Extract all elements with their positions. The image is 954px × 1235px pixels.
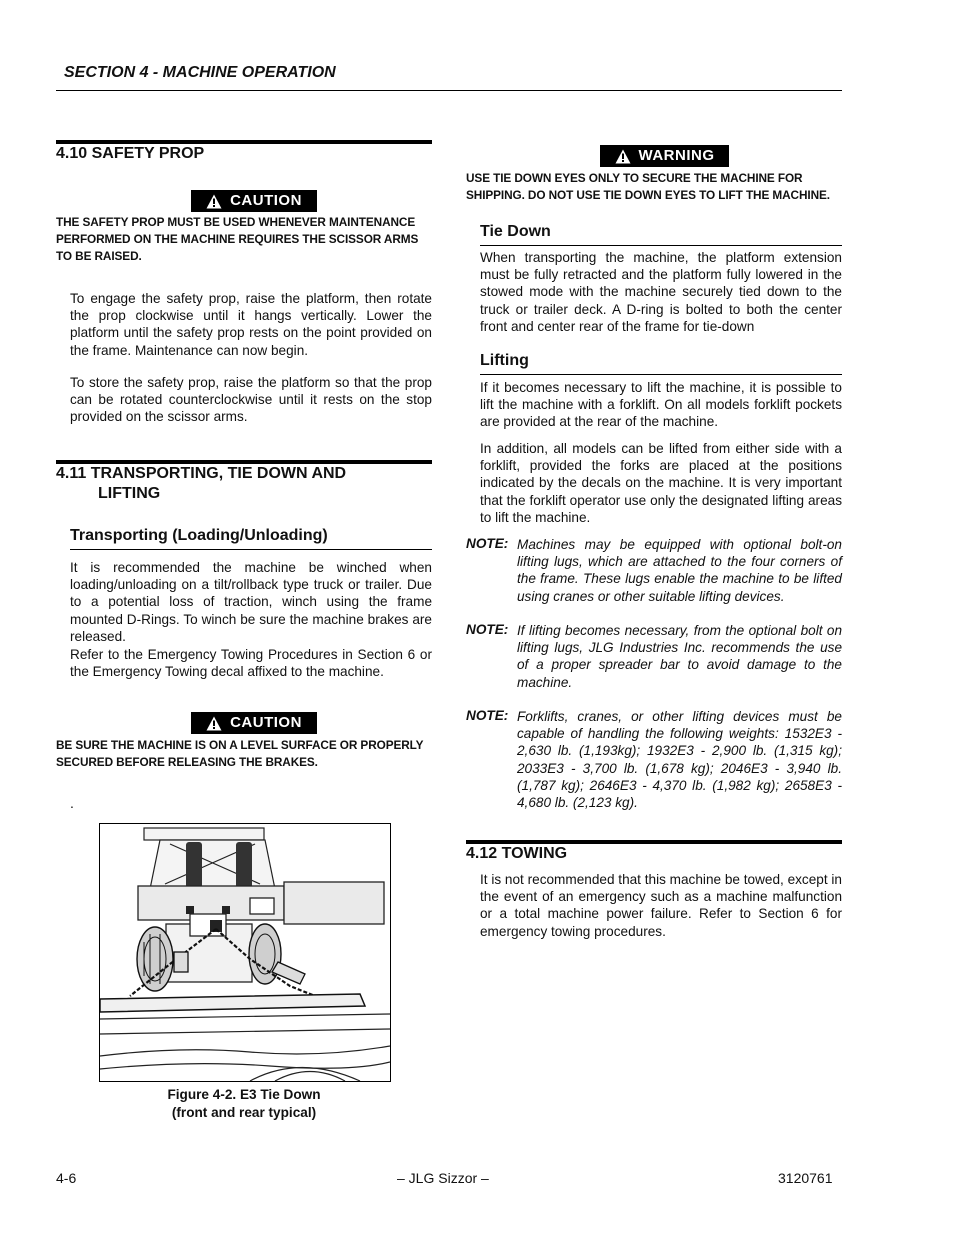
safety-prop-paragraph-1: To engage the safety prop, raise the platform, then rotate the prop clockwise until it hangs vertically. Lower the platform until the safety prop rests on the point provided on the frame. Maintenance can now begin. <box>70 291 432 358</box>
section-title-4-11-line2: LIFTING <box>98 485 161 502</box>
warning-triangle-icon <box>206 716 222 731</box>
subsection-title-tie-down: Tie Down <box>480 223 551 240</box>
stray-dot: . <box>70 795 74 811</box>
transporting-paragraph-1: It is recommended the machine be winched when loading/unloading on a tilt/rollback type truck or trailer. Due to a potential loss of traction, winch using the frame mounted D-Rings. To winch be sure the machine brakes are released. <box>70 560 432 644</box>
subsection-rule-lifting <box>480 374 842 375</box>
note-text-1: Machines may be equipped with optional bolt-on lifting lugs, which are attached to the four corners of the frame. These lugs enable the machine to be lifted using cranes or other suitable lifting devices. <box>517 537 842 604</box>
subsection-title-transporting: Transporting (Loading/Unloading) <box>70 527 328 544</box>
note-text-3: Forklifts, cranes, or other lifting devices must be capable of handling the following weights: 1532E3 - 2,630 lb. (1,193kg); 1932E3 - 2,900 lb. (1,315 kg); 2033E3 - 3,700 lb. (1,678 kg); 2046E3 - 3,940 lb. (1,787 kg); 2646E3 - 4,370 lb. (1,982 kg); 2658E3 - 4,680 lb. (2,123 kg). <box>517 709 842 811</box>
footer-center: – JLG Sizzor – <box>397 1170 489 1186</box>
document-number: 3120761 <box>778 1170 833 1186</box>
figure-caption-line2: (front and rear typical) <box>171 1104 317 1120</box>
caution-text-1: THE SAFETY PROP MUST BE USED WHENEVER MAINTENANCE PERFORMED ON THE MACHINE REQUIRES THE SCISSOR ARMS TO BE RAISED. <box>56 215 419 264</box>
section-title-4-12: 4.12 TOWING <box>466 845 568 862</box>
caution-label-2: CAUTION <box>230 714 302 731</box>
section-title-4-11-line1: 4.11 TRANSPORTING, TIE DOWN AND <box>56 465 347 482</box>
page-number: 4-6 <box>56 1170 77 1186</box>
subsection-rule-transporting <box>70 549 432 550</box>
section-rule-4-12 <box>466 840 842 844</box>
warning-triangle-icon <box>615 149 631 164</box>
safety-prop-paragraph-2: To store the safety prop, raise the platform so that the prop can be rotated counterclockwise until it rests on the stop provided on the scissor arms. <box>70 375 432 425</box>
tie-down-paragraph: When transporting the machine, the platform extension must be fully retracted and the platform fully lowered in the stowed mode with the machine securely tied down to the truck or trailer deck. A D-ring is bolted to both the center front and center rear of the frame for tie-down <box>480 250 842 334</box>
tie-down-figure <box>99 823 391 1082</box>
note-text-2: If lifting becomes necessary, from the optional bolt on lifting lugs, JLG Industries Inc. recommends the use of a proper spreader bar to avoid damage to the machine. <box>517 623 842 690</box>
warning-label: WARNING <box>638 147 715 164</box>
warning-text: USE TIE DOWN EYES ONLY TO SECURE THE MACHINE FOR SHIPPING. DO NOT USE TIE DOWN EYES TO LIFT THE MACHINE. <box>466 171 830 203</box>
section-rule-4-10 <box>56 140 432 144</box>
caution-label-1: CAUTION <box>230 192 302 209</box>
figure-caption-line1: Figure 4-2. E3 Tie Down <box>167 1087 321 1102</box>
header-rule <box>56 90 842 91</box>
subsection-title-lifting: Lifting <box>480 352 529 369</box>
section-rule-4-11 <box>56 460 432 464</box>
section-title-4-10: 4.10 SAFETY PROP <box>56 145 205 162</box>
transporting-paragraph-2: Refer to the Emergency Towing Procedures in Section 6 or the Emergency Towing decal affixed to the machine. <box>70 647 432 680</box>
towing-paragraph: It is not recommended that this machine be towed, except in the event of an emergency such as a machine malfunction or a total machine power failure. Refer to Section 6 for emergency towing procedures. <box>480 872 842 939</box>
note-label-2: NOTE: <box>466 622 509 637</box>
figure-caption <box>100 1086 388 1121</box>
caution-badge-1 <box>191 190 317 212</box>
tie-down-illustration <box>100 824 390 1081</box>
section-header: SECTION 4 - MACHINE OPERATION <box>64 64 336 81</box>
warning-badge <box>600 145 729 167</box>
caution-badge-2 <box>191 712 317 734</box>
note-label-1: NOTE: <box>466 536 509 551</box>
caution-text-2: BE SURE THE MACHINE IS ON A LEVEL SURFACE OR PROPERLY SECURED BEFORE RELEASING THE BRAKES. <box>56 738 424 770</box>
note-label-3: NOTE: <box>466 708 509 723</box>
subsection-rule-tie-down <box>480 245 842 246</box>
lifting-paragraph-1: If it becomes necessary to lift the machine, it is possible to lift the machine with a forklift. On all models forklift pockets are provided at the rear of the machine. <box>480 380 842 430</box>
lifting-paragraph-2: In addition, all models can be lifted from either side with a forklift, provided the forks are placed at the positions indicated by the decals on the machine. It is very important that the forklift operator use only the designated lifting areas to lift the machine. <box>480 441 842 525</box>
warning-triangle-icon <box>206 194 222 209</box>
